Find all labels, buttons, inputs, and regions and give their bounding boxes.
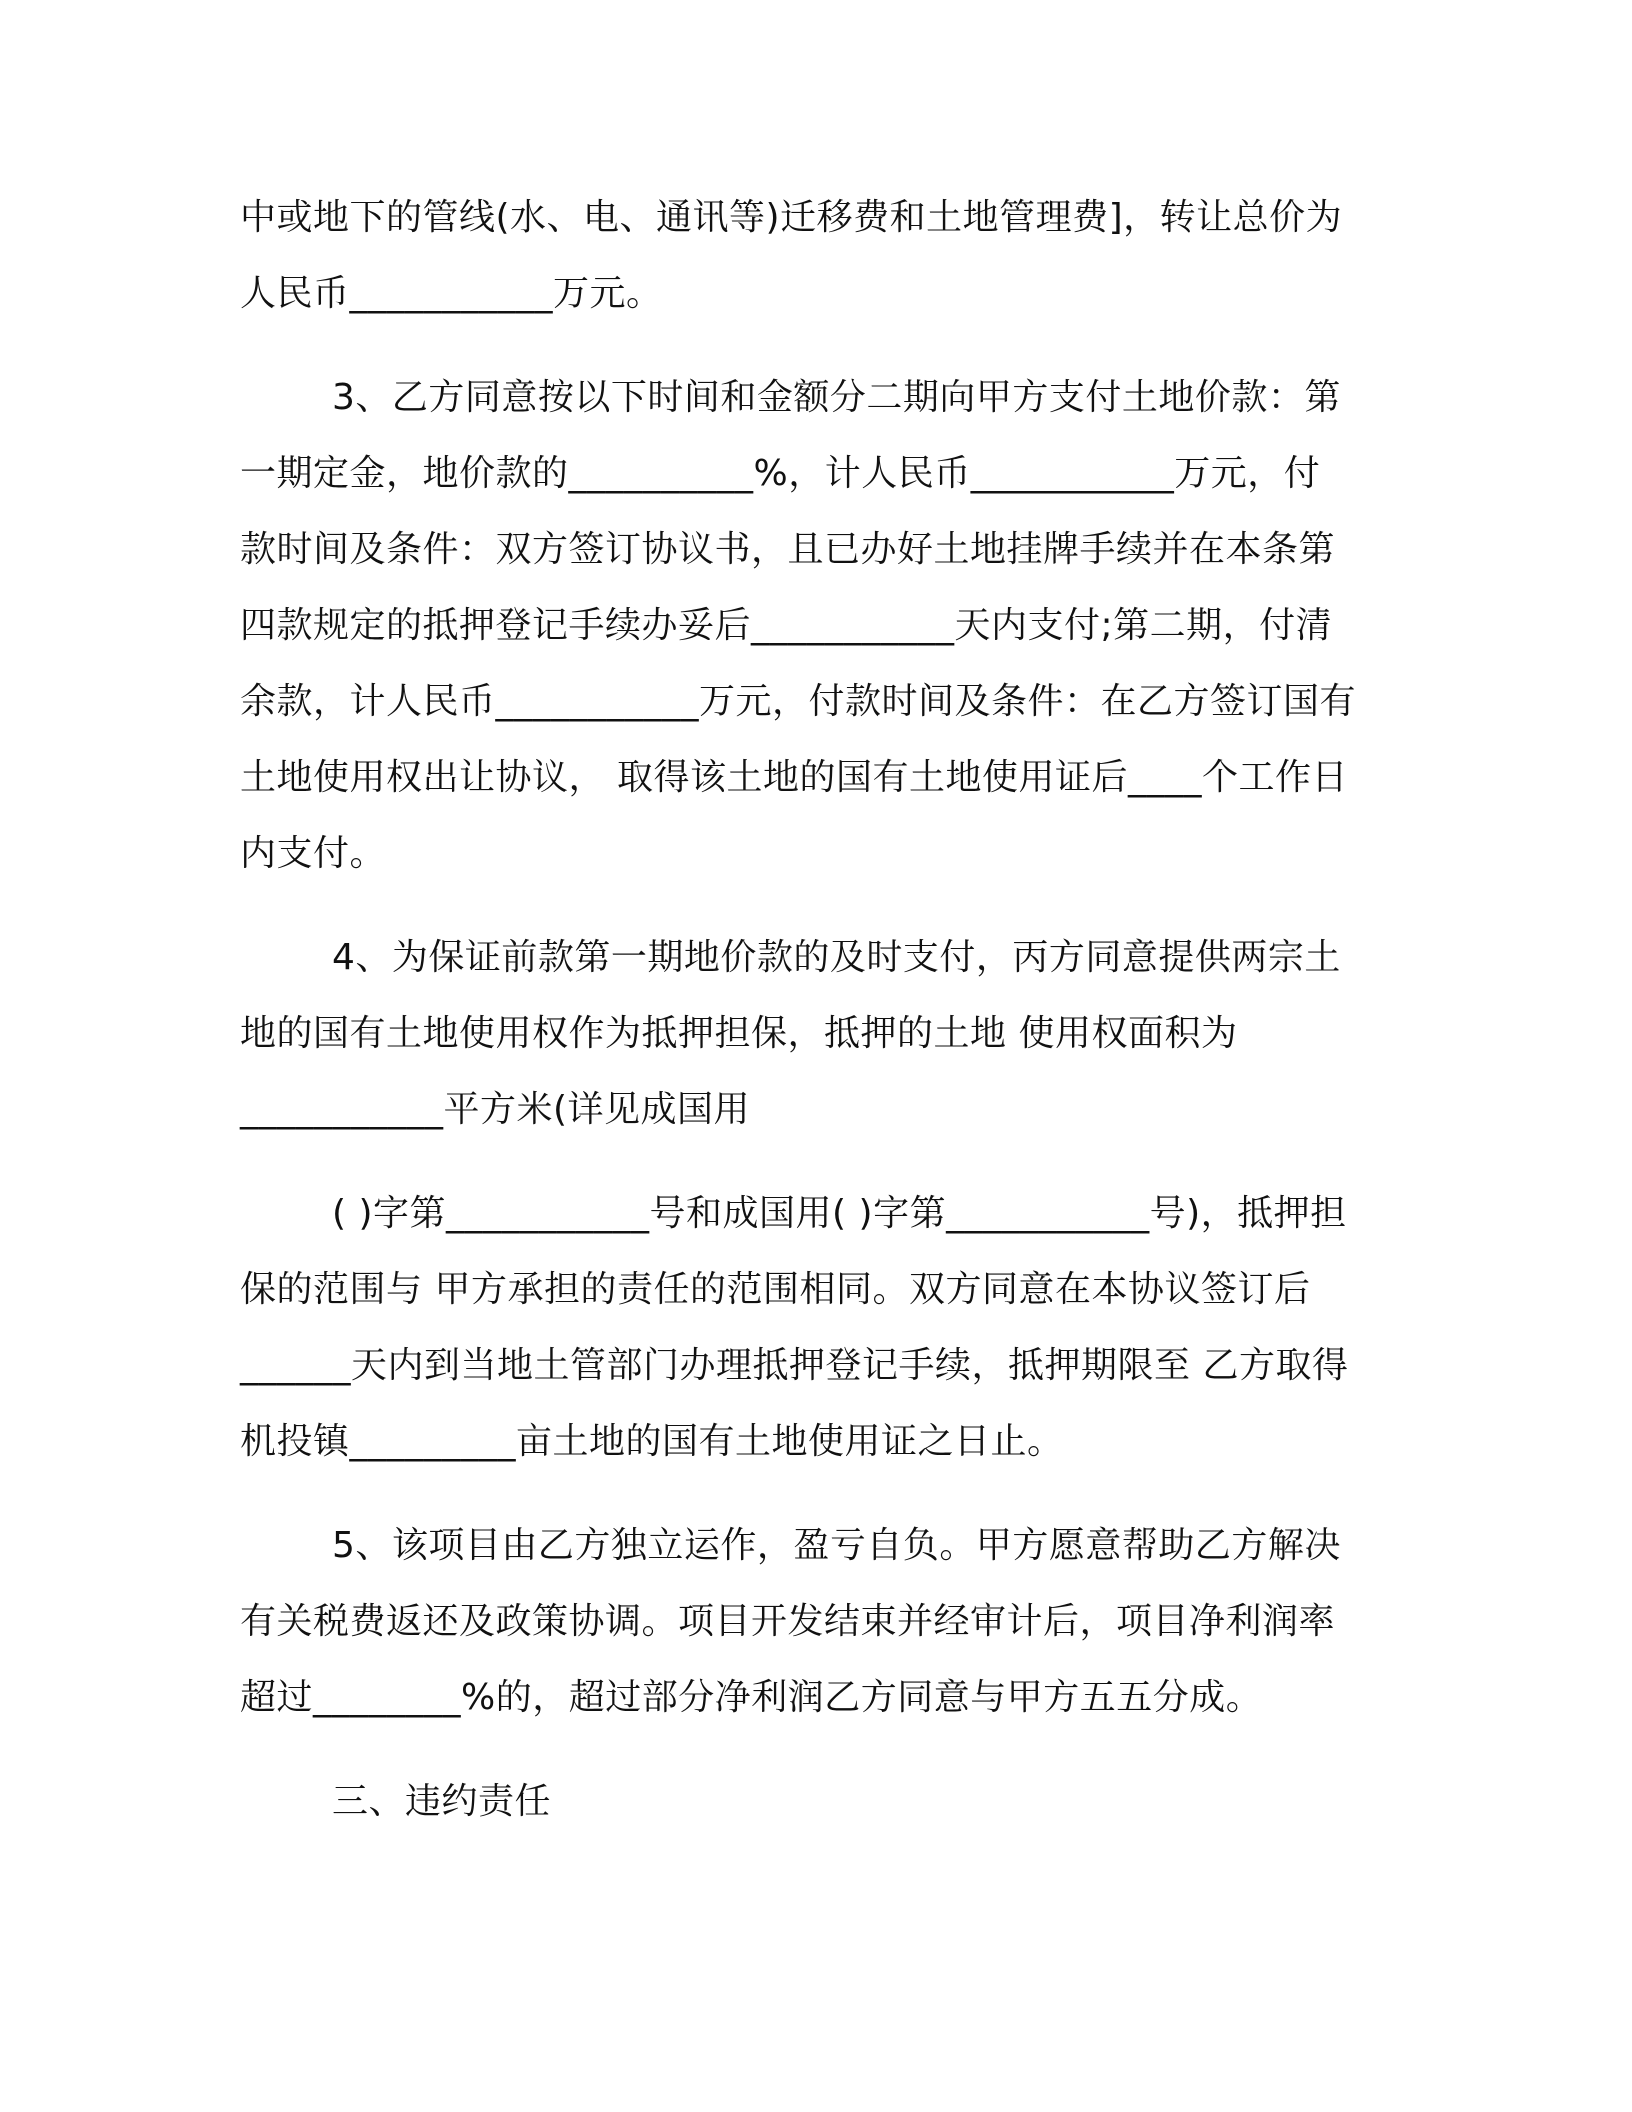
text-line: 中或地下的管线(水、电、通讯等)迁移费和土地管理费]，转让总价为 (240, 197, 1343, 238)
text-line: 一期定金，地价款的__________%，计人民币___________万元，付 (240, 453, 1321, 494)
text-line: 超过________%的，超过部分净利润乙方同意与甲方五五分成。 (240, 1677, 1263, 1718)
text-line: 余款，计人民币___________万元，付款时间及条件：在乙方签订国有 (240, 681, 1357, 722)
paragraph-3-line: 3、乙方同意按以下时间和金额分二期向甲方支付土地价款：第 (332, 377, 1341, 418)
text-line: 有关税费返还及政策协调。项目开发结束并经审计后，项目净利润率 (240, 1601, 1336, 1642)
text-line: 机投镇_________亩土地的国有土地使用证之日止。 (240, 1421, 1064, 1462)
text-line: 保的范围与 甲方承担的责任的范围相同。双方同意在本协议签订后 (240, 1269, 1311, 1310)
text-line: 内支付。 (240, 833, 387, 874)
text-line: ___________平方米(详见成国用 (240, 1089, 751, 1130)
paragraph-line: ( )字第___________号和成国用( )字第___________号)，抵押担 (332, 1193, 1347, 1234)
paragraph-5-line: 5、该项目由乙方独立运作，盈亏自负。甲方愿意帮助乙方解决 (332, 1525, 1341, 1566)
text-line: 土地使用权出让协议， 取得该土地的国有土地使用证后____个工作日 (240, 757, 1348, 798)
section-heading: 三、违约责任 (332, 1781, 552, 1822)
text-line: 款时间及条件：双方签订协议书，且已办好土地挂牌手续并在本条第 (240, 529, 1336, 570)
text-line: ______天内到当地土管部门办理抵押登记手续，抵押期限至 乙方取得 (240, 1345, 1349, 1386)
paragraph-4-line: 4、为保证前款第一期地价款的及时支付，丙方同意提供两宗土 (332, 937, 1341, 978)
text-line: 人民币___________万元。 (240, 273, 663, 314)
text-line: 地的国有土地使用权作为抵押担保，抵押的土地 使用权面积为 (240, 1013, 1238, 1054)
text-line: 四款规定的抵押登记手续办妥后___________天内支付;第二期，付清 (240, 605, 1333, 646)
